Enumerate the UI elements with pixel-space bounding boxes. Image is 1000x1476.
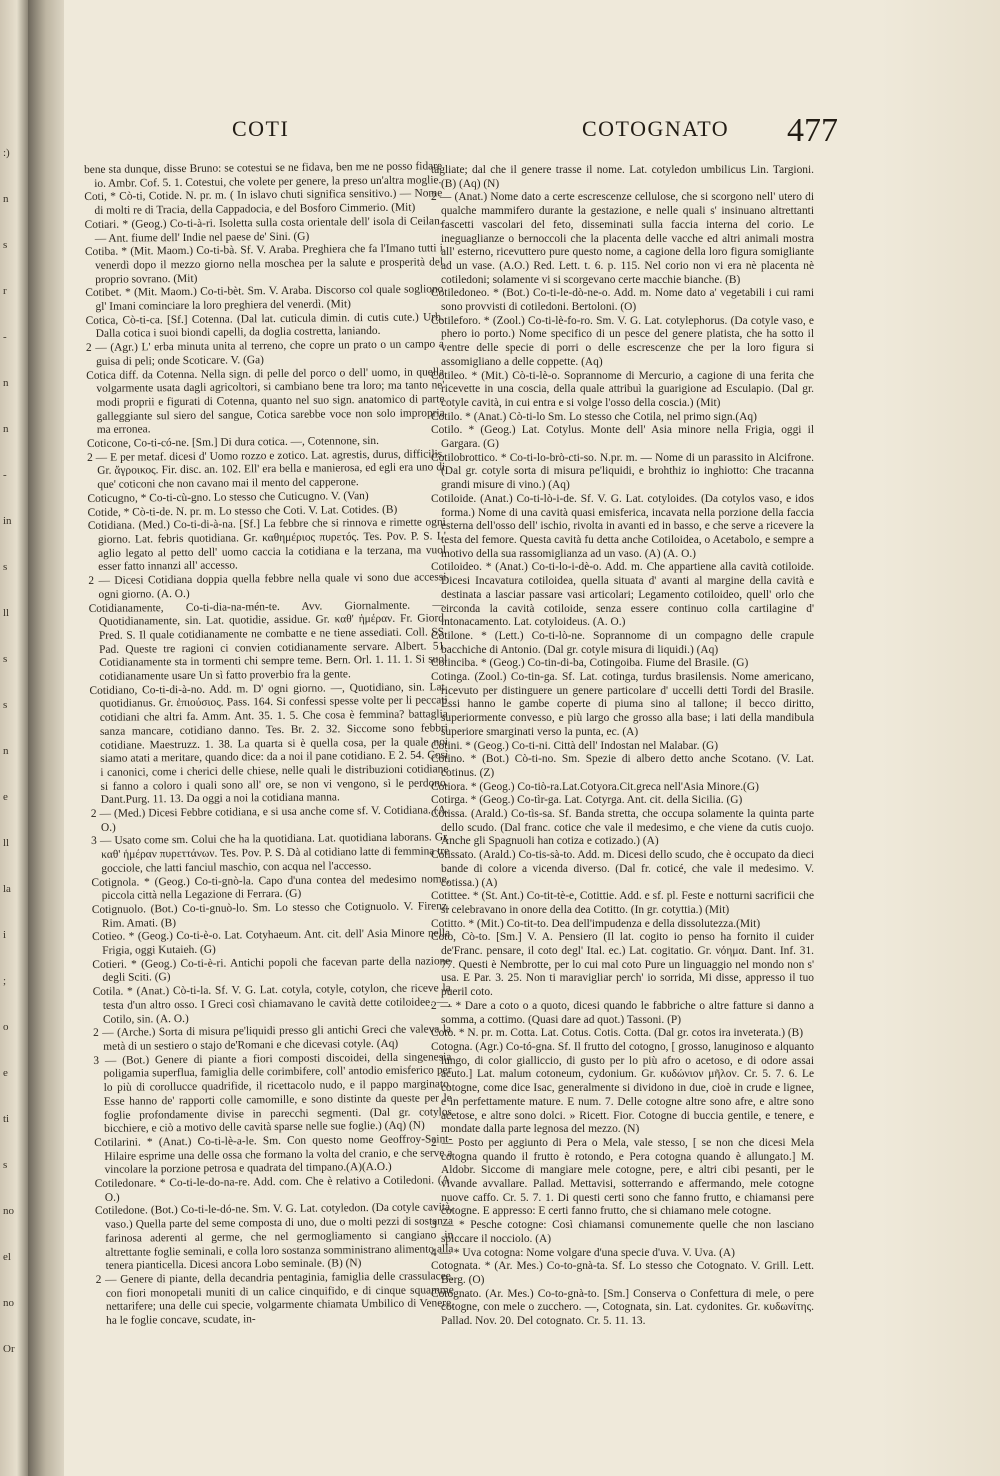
dictionary-entry: Coticugno, * Co-ti-cù-gno. Lo stesso che Cuticugno. V. (Van) [87,489,369,505]
dictionary-entry: Cotileforo. * (Zool.) Co-ti-lè-fo-ro. Sm. V. G. Lat. cotylephorus. (Da cotyle vaso, e phero io porto.) Nome specifico di un pesce del genere platista, che ha sotto il ventre delle specie di porri o delle escrescenze che per la loro figura si assomigliano a delle coppette. (Aq) [431,314,814,368]
previous-page-fragment: no [3,1297,14,1309]
previous-page-fragment: :) [3,147,10,159]
dictionary-entry: Cotilo. * (Anat.) Cò-ti-lo Sm. Lo stesso che Cotila, nel primo sign.(Aq) [431,410,757,423]
dictionary-entry: Cotidiana. (Med.) Co-ti-di-à-na. [Sf.] La febbre che si rinnova e rimette ogni giorno. Lat. febris quotidiana. Gr. καθημέριος πυρετός. Tes. Pov. P. S. L' aglio legato al petto dell' uomo caccia la cotidiana e la terzana, ma vuol esser fatto innanzi all' accesso. [87,516,447,574]
dictionary-entry: Cotiari. * (Geog.) Co-ti-à-ri. Isoletta sulla costa orientale dell' isola di Ceilan. — Ant. fiume dell' Indie nel paese de' Sini. (G) [84,215,443,245]
previous-page-fragment: s [3,653,8,665]
previous-page-fragment: s [3,699,8,711]
previous-page-fragment: o [3,1021,9,1033]
dictionary-entry: Cotilarini. * (Anat.) Co-ti-lè-a-le. Sm. Con questo nome Geoffroy-Saint-Hilaire esprime una delle ossa che formano la volta del cranio, e che serve a vincolare la porzione petrosa e quadrata del timpano.(A)(A.O.) [94,1133,453,1177]
previous-page-fragment: Or [3,1343,15,1355]
dictionary-entry: Cotidiano, Co-ti-di-à-no. Add. m. D' ogni giorno. —, Quotidiano, sin. Lat. quotidianus. Gr. ἐπιούσιος. Pass. 164. Si confessi spesse volte per li peccati cotidiani che altri fa. Amm. Ant. 35. 1. 5. Che cosa è femmina? battaglia sanza mancare, cotidiano danno. Tes. Br. 2. 32. Siccome sono febbri cotidiane. Maestruzz. 1. 38. La quarta si è quella cosa, per la quale noi siamo atati a meritare, quando dice: da a noi il pane cotidiano. E 2. 54. Così i canonici, come i cherici delle chiese, nelle quali le distribuzioni cotidiane si fanno a coloro i quali sono all' ore, se non vi vengono, sì le perdono. Dant.Purg. 11. 13. Da oggi a noi la cotidiana manna. [89,680,449,807]
previous-page-fragment: e [3,791,8,803]
previous-page-fragment: n [3,745,9,757]
dictionary-entry: 2 — Posto per aggiunto di Pera o Mela, vale stesso, [ se non che dicesi Mela cotogna quando il frutto è rotondo, e Pera cotogna quando è allungato.] M. Aldobr. Siccome di mangiare mele cotogne, pere, e altri cibi pesanti, per le vivande avvallare. Pallad. Mettavisi, sotterrando e affermando, mele cotogne nuove caffo. Cr. 5. 7. 1. Di questi certi sono che fanno frutto, e chiamansi pere cotogne. E appresso: E certi fanno frutto, che si chiamano mele cotogne. [431,1136,814,1218]
book-gutter [28,0,68,1476]
previous-page-fragment: la [3,883,11,895]
left-column [84,160,454,1328]
dictionary-entry: 2 — (Med.) Dicesi Febbre cotidiana, e si usa anche come sf. V. Cotidiana. (A. O.) [90,804,449,834]
previous-page-fragment: in [3,515,12,527]
dictionary-entry: Cotilobrottico. * Co-ti-lo-brò-cti-so. N.pr. m. — Nome di un parassito in Alcifrone. (Dal gr. cotyle sorta di misura pe'liquidi, e brohthiz io inghiotto: Che tracanna grandi misure di vino.) (Aq) [431,451,814,492]
dictionary-entry: 2 — (Agr.) L' erba minuta unita al terreno, che copre un prato o un campo a guisa di peli; onde Scoticare. V. (Ga) [85,338,444,368]
dictionary-entry: Cotidianamente, Co-ti-dia-na-mén-te. Avv. Giornalmente. —, Quotidianamente, sin. Lat. quotidie, assidue. Gr. καθ' ἡμέραν. Fr. Giord. Pred. S. Il quale cotidianamente ne combatte e ne tiene assediati. Coll. SS. Pad. Queste tre ragioni ci convien cotidianamente servare. Albert. 51. Cotidianamente sta in tormenti chi sempre teme. Bern. Orl. 1. 11. 1. Si suol cotidianamente usare Un sì fatto proverbio fra la gente. [88,598,448,683]
dictionary-entry: Cotignuolo. (Bot.) Co-ti-gnuò-lo. Sm. Lo stesso che Cotignuolo. V. Firenz. Rim. Amati. (B) [91,900,450,930]
dictionary-entry: Cotittee. * (St. Ant.) Co-tit-tè-e, Cotittie. Add. e sf. pl. Feste e notturni sacrificii che si celebravano in onore della dea Cotitto. (In gr. cotyttia.) (Mit) [431,890,814,916]
previous-page-fragment: n [3,193,9,205]
right-column [431,164,814,1329]
running-head-left: COTI [232,116,290,141]
dictionary-entry: Cotignola. * (Geog.) Co-ti-gnò-la. Capo d'una contea del medesimo nome, piccola città nella Legazione di Ferrara. (G) [91,872,450,903]
previous-page-fragment: r [3,285,7,297]
dictionary-entry: Cotibet. * (Mit. Maom.) Co-ti-bèt. Sm. V. Araba. Discorso col quale sogliono gl' Imani cominciare la loro preghiera del venerdì. (Mit) [85,283,444,313]
previous-page-fragment: s [3,239,8,251]
previous-page-fragment: n [3,423,9,435]
dictionary-entry: 3 — Usato come sm. Colui che ha la quotidiana. Lat. quotidiana laborans. Gr. καθ' ἡμέραν πυρεττάνων. Tes. Pov. P. S. Dà al cotidiano latte di femmina tre gocciole, che latti fanciul maschio, con acqua nel l'accesso. [91,831,450,875]
dictionary-entry: Cotirga. * (Geog.) Co-tìr-ga. Lat. Cotyrga. Ant. cit. della Sicilia. (G) [431,794,743,807]
dictionary-entry: Cotinga. (Zool.) Co-tin-ga. Sf. Lat. cotinga, turdus brasilensis. Nome americano, ricevuto per distinguere un genere particolare d' uccelli detti Tordi del Brasile. Essi hanno le gambe coperte di piuma sino al tallone; il becco diritto, superiormente convesso, e più largo che grosso alla base; i lati della mandibula superiore smarginati verso la punta, ec. (A) [431,671,814,738]
dictionary-entry: Cotiloideo. * (Anat.) Co-ti-lo-i-dè-o. Add. m. Che appartiene alla cavità cotiloide. Dicesi Incavatura cotiloidea, quella situata d' avanti al margine della cavità e destinata a lasciar passare vasi articolari; Legamento cotiloideo, quell' orlo che circonda la cavità cotiloide, senza essere continuo colla cartilagine d' intonacamento. Lat. cotyloideus. (A. O.) [431,561,814,629]
previous-page-fragment: - [3,331,7,343]
previous-page-fragment: n [3,377,9,389]
previous-page-fragment: ti [3,1113,10,1125]
dictionary-entry: Cotide, * Cò-ti-de. N. pr. m. Lo stesso che Coti. V. Lat. Cotides. (B) [87,503,398,519]
dictionary-entry: Cotissato. (Arald.) Co-tis-sà-to. Add. m. Dicesi dello scudo, che è occupato da dieci bande di colore a vicenda diverso. (Dal fr. coticé, che vale il medesimo. V. cotissa.) (A) [431,849,814,889]
previous-page-fragment: e [3,1067,8,1079]
dictionary-entry: 3 — (Bot.) Genere di piante a fiori composti discoidei, della singenesia poligamia superflua, famiglia delle corimbifere, coll' antodio emisferico per lo più di corollucce quadrifide, il ricettacolo nudo, e il pappo marginato. Esse hanno de' rapporti colle camomille, e sono distinte da queste per le foglie profondamente divise in parecchi segmenti. (Dal gr. cotylos bicchiere, e ciò a motivo delle cavità sparse nelle sue foglie.) (Aq) (N) [93,1050,453,1136]
dictionary-entry: 2 — E per metaf. dicesi d' Uomo rozzo e zotico. Lat. agrestis, durus, difficilis. Gr. ἄγροικος. Fir. disc. an. 102. Ell' era bella e manierosa, ed egli era uno di que' coticoni che non cavano mai il mento del capperone. [87,448,446,492]
previous-page-fragment: s [3,561,8,573]
dictionary-entry: Cotiloide. (Anat.) Co-ti-lò-i-de. Sf. V. G. Lat. cotyloides. (Da cotylos vaso, e idos forma.) Nome di una cavità quasi emisferica, incavata nella porzione della faccia esterna dell'osso dell' ischio, rivolta in avanti ed in basso, e che serve a ricevere la testa del femore. Questa cavità fu detta anche Cotiloidea, o Acetabolo, e sempre a motivo della sua rassomiglianza ad un vaso. (A) (A. O.) [431,492,814,560]
previous-page-fragment: s [3,1159,8,1171]
dictionary-entry: Cotileo. * (Mit.) Cò-ti-lè-o. Soprannome di Mercurio, a cagione di una ferita che ricevette in una coscia, della quale attribuì la guarigione ad Esculapio. (Dal gr. cotyle cavità, in cui entra e si volge l'osso della coscia.) (Mit) [431,369,814,409]
dictionary-entry: Cotieri. * (Geog.) Co-ti-è-ri. Antichi popoli che facevan parte della nazione degli Sciti. (G) [92,954,451,985]
dictionary-entry: 2 — (Anat.) Nome dato a certe escrescenze cellulose, che si scorgono nell' utero di qualche mammifero durante la gestazione, e nelle quali s' insinuano altrettanti fascetti vascolari del feto, disseminati sulla faccia interna del corio. Le ineguaglianze o bernoccoli che la placenta delle vacche ed altri animali mostra all' esterno, ricevuttero pure questo nome, a cagione della loro figura somigliante ad un vase. (A.O.) Red. Lett. t. 6. p. 115. Nel corio non vi era nè placenta nè cotiledoni; solamente vi si scorgevano certe macchie bianche. (B) [431,191,814,286]
previous-page-fragment: ; [3,975,7,987]
running-head-right: COTOGNATO [582,116,730,141]
dictionary-entry: 2 — (Arche.) Sorta di misura pe'liquidi presso gli antichi Greci che valeva la metà di un sestiero o stajo de'Romani e che dicevasi cotyle. (Aq) [93,1023,452,1053]
page-edge-shading [880,0,1000,1476]
page-number: 477 [787,112,838,149]
dictionary-entry: Cotini. * (Geog.) Co-ti-ni. Città dell' Indostan nel Malabar. (G) [431,739,719,752]
dictionary-entry: Coti, * Cò-ti, Cotide. N. pr. m. ( In islavo chuti significa sensitivo.) — Nome di molti re di Tracia, della Cappadocia, e del Bosforo Cimmerio. (Mit) [84,187,443,218]
dictionary-entry: Cotogna. (Agr.) Co-tó-gna. Sf. Il frutto del cotogno, [ grosso, lanuginoso e alquanto lungo, di color gialliccio, di gusto per lo più afro o acetoso, e di odore assai acuto.] Lat. malum cotoneum, cydonium. Gr. κυδώνιον μῆλον. Cr. 5. 7. 6. Le cotogne, come dice Isac, generalmente si dividono in due, cioè in crude e lignee, e in perfettamente mature. E num. 7. Delle cotogne altre sono afre, e altre sono acetose, e altre sono dolci. » Ricett. Fior. Cotogne di buccia gentile, e tenere, e mondate dalla parte legnosa del mezzo. (N) [431,1041,814,1136]
dictionary-entry: tagliate; dal che il genere trasse il nome. Lat. cotyledon umbilicus Lin. Targioni. (B) (Aq) (N) [431,164,814,190]
dictionary-entry: Cotino. * (Bot.) Cò-ti-no. Sm. Spezie di albero detto anche Scotano. (V. Lat. cotinus. (Z) [431,753,814,779]
dictionary-entry: 2 — Genere di piante, della decandria pentaginia, famiglia delle crassulacee, con fiori monopetali muniti di un calice cinquifido, e di cinque squamme nettarifere; una delle cui specie, volgarmente chiamata Umbilico di Venere, ha le foglie concave, scudate, in- [95,1270,455,1327]
dictionary-entry: Cotieo. * (Geog.) Co-ti-è-o. Lat. Cotyhaeum. Ant. cit. dell' Asia Minore nella Frigia, oggi Kutaieh. (G) [92,927,451,957]
dictionary-entry: 2 — Dicesi Cotidiana doppia quella febbre nella quale vi sono due accessi ogni giorno. (A. O.) [88,571,447,601]
dictionary-entry: Cotinciba. * (Geog.) Co-tin-di-ba, Cotingoiba. Fiume del Brasile. (G) [431,657,749,670]
dictionary-entry: 2 — * Dare a coto o a quoto, dicesi quando le fabbriche o altre fatture si danno a somma, a cottimo. (Quasi dare ad quot.) Tassoni. (P) [431,999,814,1026]
dictionary-entry: Cotitto. * (Mit.) Co-tit-to. Dea dell'impudenza e della dissolutezza.(Mit) [431,917,761,930]
dictionary-entry: bene sta dunque, disse Bruno: se cotestui se ne fidava, ben me ne posso fidare io. Ambr. Cof. 5. 1. Cotestui, che volete per genere, la preso un'altra moglie. [84,160,443,190]
previous-page-fragment: ll [3,607,10,619]
dictionary-entry: Coticone, Co-ti-có-ne. [Sm.] Di dura cotica. —, Cotennone, sin. [86,434,379,451]
dictionary-entry: Cotissa. (Arald.) Co-tìs-sa. Sf. Banda stretta, che occupa solamente la quinta parte dello scudo. (Dal franc. cotice che vale il medesimo, e che viene da cutis cuojo. Anche gli Spagnuoli han cotiza e cotizado.) (A) [431,808,814,848]
book-page [64,0,1000,1476]
previous-page-fragment: ll [3,837,10,849]
dictionary-entry: Cotiledoneo. * (Bot.) Co-ti-le-dò-ne-o. Add. m. Nome dato a' vegetabili i cui rami sono provvisti di cotiledoni. Bertoloni. (O) [431,287,814,314]
dictionary-entry: Cotiledone. (Bot.) Co-ti-le-dó-ne. Sm. V. G. Lat. cotyledon. (Da cotyle cavità, vaso.) Quella parte del seme composta di uno, due o molti pezzi di sostanza farinosa aderenti al germe, che nel germogliamento si cangiano in altrettante foglie seminali, e colla loro sostanza somministrano alimento alla tenera pianticella. Dicesi ancora Lobo seminale. (B) (N) [94,1201,454,1273]
dictionary-entry: 3 — * Pesche cotogne: Così chiamansi comunemente quelle che non lasciano spiccare il nocciolo. (A) [431,1219,814,1245]
previous-page-fragment: el [3,1251,11,1263]
dictionary-entry: Cotilone. * (Lett.) Co-ti-lò-ne. Soprannome di un compagno delle crapule bacchiche di Antonio. (Dal gr. cotyle misura di liquidi.) (Aq) [431,629,814,656]
previous-page-fragment: i [3,929,7,941]
dictionary-entry: Coto, Cò-to. [Sm.] V. A. Pensiero (Il lat. cogito io penso ha fornito il cuider de'Franc. pensare, il coto degl' Ital. ec.) Lat. cogitatio. Gr. νόημα. Dant. Inf. 31. 77. Questi è Nembrotte, per lo cui mal coto Pure un linguaggio nel mondo non s' usa. E Par. 3. 25. Non ti maravigliar perch' io sorrida, Mi disse, appresso il tuo pueril coto. [431,931,814,999]
previous-page-edge [0,0,28,1476]
dictionary-entry: Cotiledonare. * Co-ti-le-do-na-re. Add. com. Che è relativo a Cotiledoni. (A. O.) [94,1174,453,1204]
dictionary-entry: Cotica diff. da Cotenna. Nella sign. di pelle del porco o dell' uomo, in quella volgarmente usata dagli agricoltori, si cambiano bene tra loro; ma tanto ne' modi proprii e figurati di Cotenna, quanto nel suo sign. anatomico di parte galleggiante sul siero del sangue, Cotica sarebbe voce non solo impropria ma erronea. [86,365,445,437]
previous-page-fragment: no [3,1205,14,1217]
dictionary-entry: Cotica, Cò-ti-ca. [Sf.] Cotenna. (Dal lat. cuticula dimin. di cutis cute.) Urb. Dalla cotica i suoi biondi capelli, da doglia costretta, laniando. [85,310,444,341]
dictionary-entry: Cotilo. * (Geog.) Lat. Cotylus. Monte dell' Asia minore nella Frigia, oggi il Gargara. (G) [431,424,814,451]
dictionary-entry: Cotila. * (Anat.) Cò-ti-la. Sf. V. G. Lat. cotyla, cotyle, cotylon, che riceve la testa d'un altro osso. I Greci così chiamavano le cavità dette cotiloidee. —, Cotilo, sin. (A. O.) [92,982,451,1026]
previous-page-fragment: - [3,469,7,481]
dictionary-entry: Coto. * N. pr. m. Cotta. Lat. Cotus. Cotis. Cotta. (Dal gr. cotos ira inveterata.) (B) [431,1027,804,1040]
dictionary-entry: 4 — * Uva cotogna: Nome volgare d'una specie d'uva. V. Uva. (A) [431,1246,735,1259]
dictionary-entry: Cotiba. * (Mit. Maom.) Co-ti-bà. Sf. V. Araba. Preghiera che fa l'Imano tutti i venerdì dopo il mezzo giorno nella moschea per la salute e prosperità del proprio sovrano. (Mit) [84,242,444,286]
dictionary-entry: Cotiora. * (Geog.) Co-tiò-ra.Lat.Cotyora.Cit.greca nell'Asia Minore.(G) [431,780,759,793]
dictionary-entry: Cotognato. (Ar. Mes.) Co-to-gnà-to. [Sm.] Conserva o Confettura di mele, o pere cotogne, con mele o zucchero. —, Cotognata, sin. Lat. cydonites. Gr. κυδωνίτης. Pallad. Nov. 20. Del cotognato. Cr. 5. 11. 13. [431,1287,814,1328]
dictionary-entry: Cotognata. * (Ar. Mes.) Co-to-gnà-ta. Sf. Lo stesso che Cotognato. V. Grill. Lett. Berg. (O) [431,1260,814,1286]
